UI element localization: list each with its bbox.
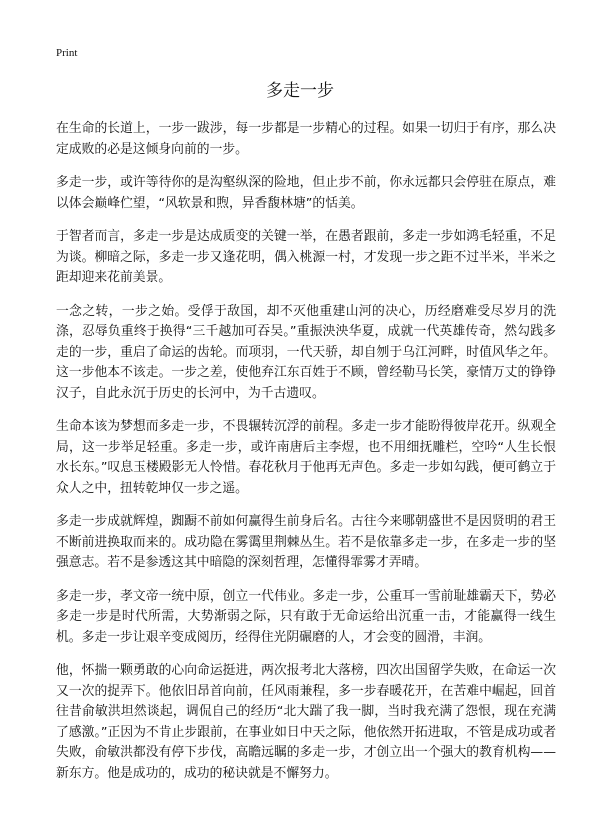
article-body [56,119,556,797]
paragraph: 多走一步成就辉煌，踟蹰不前如何赢得生前身后名。古往今来哪朝盛世不是因贤明的君王不断前进换取而来的。成功隐在雾霭里荆棘丛生。若不是依靠多走一步，在多走一步的坚强意志。若不是参透这其中暗隐的深刻哲理，怎懂得霏雾才弄晴。 [56,514,556,570]
paragraph: 他，怀揣一颗勇敢的心向命运挺进，两次报考北大落榜，四次出国留学失败，在命运一次又一次的捉弄下。他依旧昂首向前，任风雨兼程，多一步春暖花开，在苦难中崛起，回首往昔俞敏洪坦然谈起，调侃自己的经历“北大踹了我一脚，当时我充满了怨恨，现在充满了感激。”正因为不肯止步跟前，在事业如日中天之际，他依然开拓进取，不管是成功或者失败，俞敏洪都没有停下步伐，高瞻远瞩的多走一步，才创立出一个强大的教育机构——新东方。他是成功的，成功的秘诀就是不懈努力。 [56,663,556,781]
print-link[interactable]: Print [56,47,78,59]
paragraph: 在生命的长道上，一步一跋涉，每一步都是一步精心的过程。如果一切归于有序，那么决定成败的必是这倾身向前的一步。 [56,121,556,157]
paragraph: 多走一步，或许等待你的是沟壑纵深的险地，但止步不前，你永远都只会停驻在原点，难以体会巅峰伫望，“风软景和煦，异香馥林塘”的恬美。 [56,175,556,211]
paragraph: 生命本该为梦想而多走一步，不畏辗转沉浮的前程。多走一步才能盼得彼岸花开。纵观全局，这一步举足轻重。多走一步，或许南唐后主李煜，也不用细抚雕栏，空吟“人生长恨水长东。”叹息玉楼殿影无人怜惜。春花秋月于他再无声色。多走一步如勾践，便可鹤立于众人之中，扭转乾坤仅一步之遥。 [56,419,556,496]
article-title: 多走一步 [266,81,334,101]
paragraph: 于智者而言，多走一步是达成质变的关键一举，在愚者跟前，多走一步如鸿毛轻重，不足为谈。柳暗之际，多走一步又逢花明，偶入桃源一村，才发现一步之距不过半米，半米之距却迎来花前美景。 [56,229,556,285]
paragraph: 一念之转，一步之始。受俘于敌国，却不灭他重建山河的决心，历经磨难受尽岁月的洗涤，忍辱负重终于换得“三千越加可吞吴。”重振泱泱华夏，成就一代英雄传奇，然勾践多走的一步，重启了命运的齿轮。而项羽，一代天骄，却自刎于乌江河畔，时值风华之年。这一步他本不该走。一步之差，使他弃江东百姓于不顾，曾经勒马长笑，豪情万丈的铮铮汉子，自此永沉于历史的长河中，为千古遗叹。 [56,303,556,401]
paragraph: 多走一步，孝文帝一统中原，创立一代伟业。多走一步，公重耳一雪前耻雄霸天下，势必多走一步是时代所需，大势渐弱之际，只有敢于无命运给出沉重一击，才能赢得一线生机。多走一步让艰辛变成阅历，经得住光阴碾磨的人，才会变的圆滑，丰润。 [56,588,556,645]
